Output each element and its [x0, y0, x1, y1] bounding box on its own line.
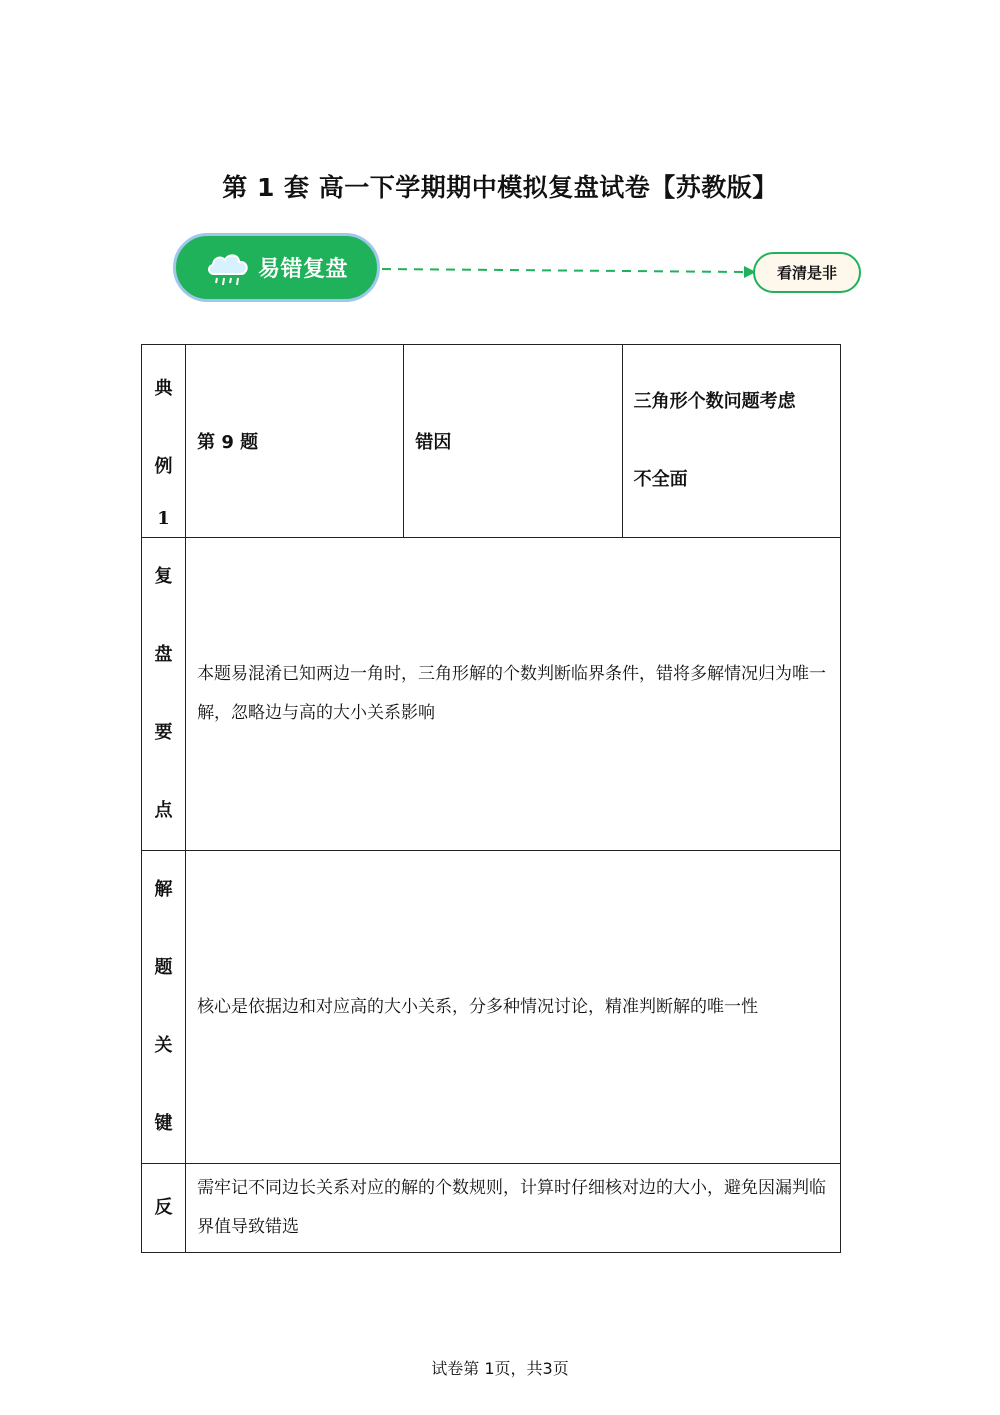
side-char: 例	[154, 456, 173, 477]
solution-key-text: 核心是依据边和对应高的大小关系，分多种情况讨论，精准判断解的唯一性	[186, 851, 841, 1164]
side-char: 题	[154, 957, 173, 978]
side-char: 反	[154, 1197, 173, 1218]
side-label-review	[142, 538, 186, 851]
table-row-key	[142, 851, 841, 1164]
side-char: 解	[154, 879, 173, 900]
cause-line: 不全面	[633, 469, 688, 490]
see-right-wrong-tag: 看清是非	[753, 252, 861, 293]
error-review-pill	[173, 233, 380, 302]
side-char: 1	[157, 508, 170, 529]
error-review-label: 易错复盘	[258, 257, 349, 282]
side-label-example	[142, 345, 186, 538]
reflection-text: 需牢记不同边长关系对应的解的个数规则，计算时仔细核对边的大小，避免因漏判临界值导致错选	[186, 1164, 841, 1253]
side-label-key	[142, 851, 186, 1164]
cause-text	[622, 345, 840, 538]
cause-label: 错因	[404, 345, 622, 538]
table-row-example	[142, 345, 841, 538]
rain-cloud-icon	[204, 248, 252, 288]
page-footer: 试卷第 1页，共3页	[431, 1359, 569, 1378]
side-char: 盘	[154, 644, 173, 665]
page-title: 第 1 套 高一下学期期中模拟复盘试卷【苏教版】	[222, 173, 778, 202]
side-char: 关	[154, 1035, 173, 1056]
cause-line: 三角形个数问题考虑	[633, 391, 796, 412]
side-label-reflect	[142, 1164, 186, 1253]
table-row-review	[142, 538, 841, 851]
side-char: 典	[154, 378, 173, 399]
review-points-text: 本题易混淆已知两边一角时，三角形解的个数判断临界条件，错将多解情况归为唯一解，忽略边与高的大小关系影响	[186, 538, 841, 851]
side-char: 要	[154, 722, 173, 743]
table-row-reflect	[142, 1164, 841, 1253]
question-number: 第 9 题	[186, 345, 404, 538]
side-char: 键	[154, 1113, 173, 1134]
side-char: 复	[154, 566, 173, 587]
review-table	[141, 344, 841, 1253]
error-review-banner	[0, 0, 1000, 320]
side-char: 点	[154, 800, 173, 821]
